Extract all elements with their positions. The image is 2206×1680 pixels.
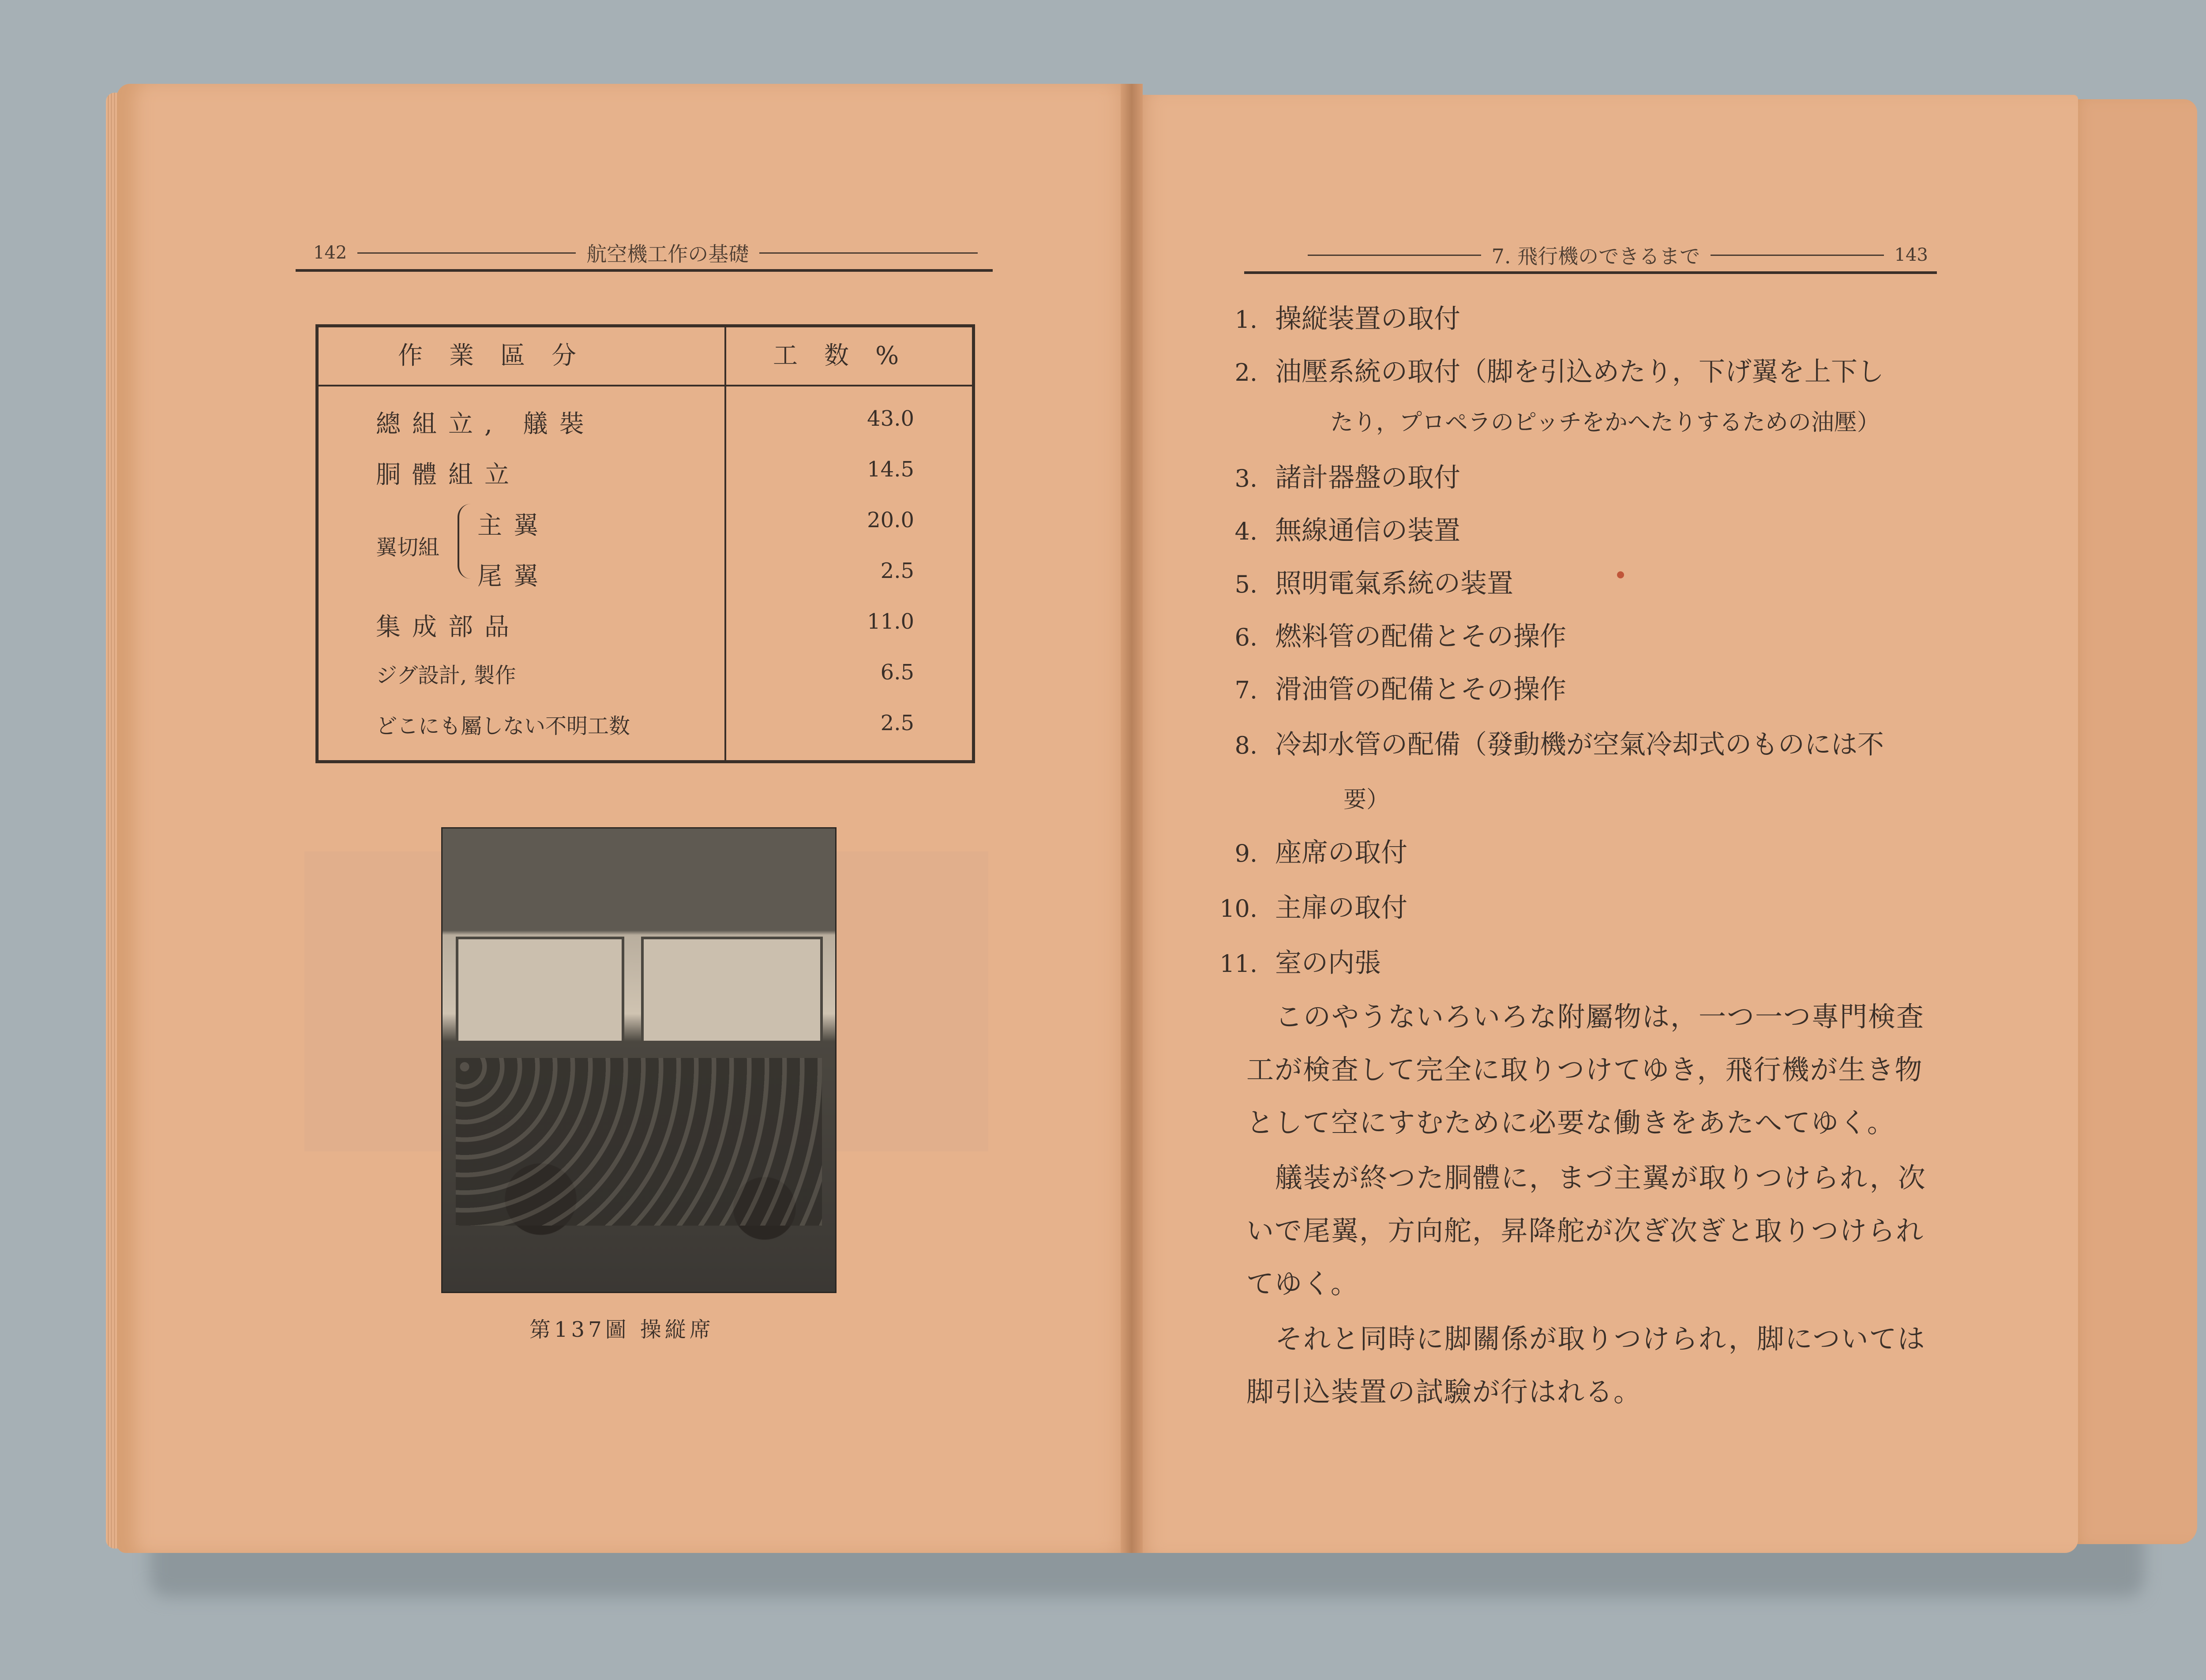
list-number: 10. [1219, 895, 1257, 922]
list-number: 4. [1234, 518, 1257, 545]
row-value: 2.5 [880, 711, 914, 735]
left-running-header [313, 238, 988, 267]
list-text: 諸計器盤の取付 [1275, 462, 1460, 493]
cockpit-photo [441, 827, 837, 1293]
cockpit-window-right [641, 937, 823, 1043]
table-row [376, 455, 949, 491]
paragraph-line: てゆく。 [1246, 1268, 1359, 1300]
list-number: 7. [1234, 676, 1257, 704]
table-row [376, 405, 949, 440]
left-header-line [296, 269, 993, 272]
table-header-rule [319, 385, 972, 386]
paragraph-line: として空にすむために必要な働きをあたへてゆく。 [1246, 1106, 1895, 1139]
table-row [376, 557, 949, 592]
list-item [1191, 887, 1407, 925]
list-number: 5. [1234, 570, 1257, 598]
row-label: 集成部品 [376, 613, 521, 641]
work-division-table [315, 324, 975, 763]
figure-caption: 第137圖 操縦席 [529, 1317, 714, 1342]
paragraph-line: 工が検査して完全に取りつけてゆき，飛行機が生き物 [1246, 1054, 1923, 1086]
list-text: 油壓系統の取付（脚を引込めたり，下げ翼を上下し [1275, 356, 1884, 387]
list-item [1191, 615, 1566, 653]
right-running-title: 7. 飛行機のできるまで [1491, 244, 1700, 268]
row-value: 20.0 [867, 508, 914, 532]
list-text: 主扉の取付 [1275, 892, 1407, 923]
list-text: 冷却水管の配備（發動機が空氣冷却式のものには不 [1275, 729, 1884, 760]
list-item [1191, 832, 1407, 870]
paragraph-line: 艤装が終つた胴體に，まづ主翼が取りつけられ，次 [1275, 1162, 1926, 1194]
list-number: 2. [1234, 359, 1257, 386]
list-number: 1. [1234, 306, 1257, 334]
table-header-man-hours: 工数% [773, 341, 926, 370]
list-number: 3. [1234, 465, 1257, 492]
list-text: 操縦装置の取付 [1275, 304, 1460, 334]
left-running-title: 航空機工作の基礎 [586, 242, 749, 266]
row-label: 主翼 [477, 511, 550, 540]
paragraph-line: いで尾翼，方向舵，昇降舵が次ぎ次ぎと取りつけられ [1246, 1215, 1925, 1247]
list-number: 9. [1234, 840, 1257, 867]
list-text: 無線通信の装置 [1275, 515, 1460, 546]
row-value: 11.0 [867, 609, 914, 634]
row-value: 6.5 [880, 660, 914, 685]
list-item [1191, 298, 1460, 336]
table-row [376, 709, 949, 744]
list-item [1191, 668, 1566, 706]
list-text: 座席の取付 [1275, 837, 1407, 868]
cockpit-window-left [456, 937, 624, 1043]
right-page-underlay [2065, 99, 2197, 1544]
row-value: 43.0 [867, 406, 914, 431]
header-rule [1308, 255, 1481, 256]
list-number: 11. [1219, 950, 1257, 978]
list-item [1191, 942, 1381, 980]
right-header-line [1244, 271, 1937, 274]
paragraph-line: それと同時に脚關係が取りつけられ，脚については [1275, 1323, 1926, 1355]
ink-mark [1617, 571, 1624, 578]
list-item [1191, 562, 1513, 600]
book-gutter [1121, 84, 1143, 1553]
row-label: 尾翼 [477, 562, 550, 591]
list-item [1191, 457, 1460, 495]
right-page-number: 143 [1894, 245, 1928, 265]
table-header-category: 作業區分 [398, 341, 603, 370]
list-item-continuation: 要） [1343, 787, 1390, 813]
table-row [376, 658, 949, 694]
table-row [376, 506, 949, 541]
row-label: 總組立, 艤裝 [376, 410, 596, 439]
group-label: 翼切組 [376, 535, 440, 560]
row-value: 2.5 [880, 559, 914, 583]
instrument-panel [456, 1058, 822, 1226]
paragraph-line: 脚引込装置の試驗が行はれる。 [1246, 1376, 1642, 1408]
row-label: どこにも屬しない不明工数 [376, 714, 630, 739]
list-item-continuation: たり，プロペラのピッチをかへたりするための油壓） [1330, 409, 1880, 436]
list-text: 滑油管の配備とその操作 [1275, 674, 1566, 705]
list-item [1191, 510, 1460, 548]
list-item [1191, 724, 1884, 761]
row-value: 14.5 [867, 457, 914, 482]
list-text: 室の内張 [1275, 948, 1381, 979]
list-text: 照明電氣系統の装置 [1275, 568, 1513, 599]
row-label: ジグ設計, 製作 [376, 663, 516, 688]
list-text: 燃料管の配備とその操作 [1275, 621, 1566, 652]
list-number: 8. [1234, 731, 1257, 759]
paragraph-line: このやうないろいろな附屬物は，一つ一つ專門検査 [1275, 1001, 1925, 1033]
right-running-header [1297, 240, 1928, 270]
list-item [1191, 351, 1884, 389]
table-row [376, 608, 949, 643]
header-rule [357, 252, 576, 254]
row-label: 胴體組立 [376, 461, 521, 489]
header-rule [1711, 255, 1884, 256]
header-rule [759, 252, 978, 254]
list-number: 6. [1234, 623, 1257, 651]
left-page-number: 142 [313, 243, 347, 263]
